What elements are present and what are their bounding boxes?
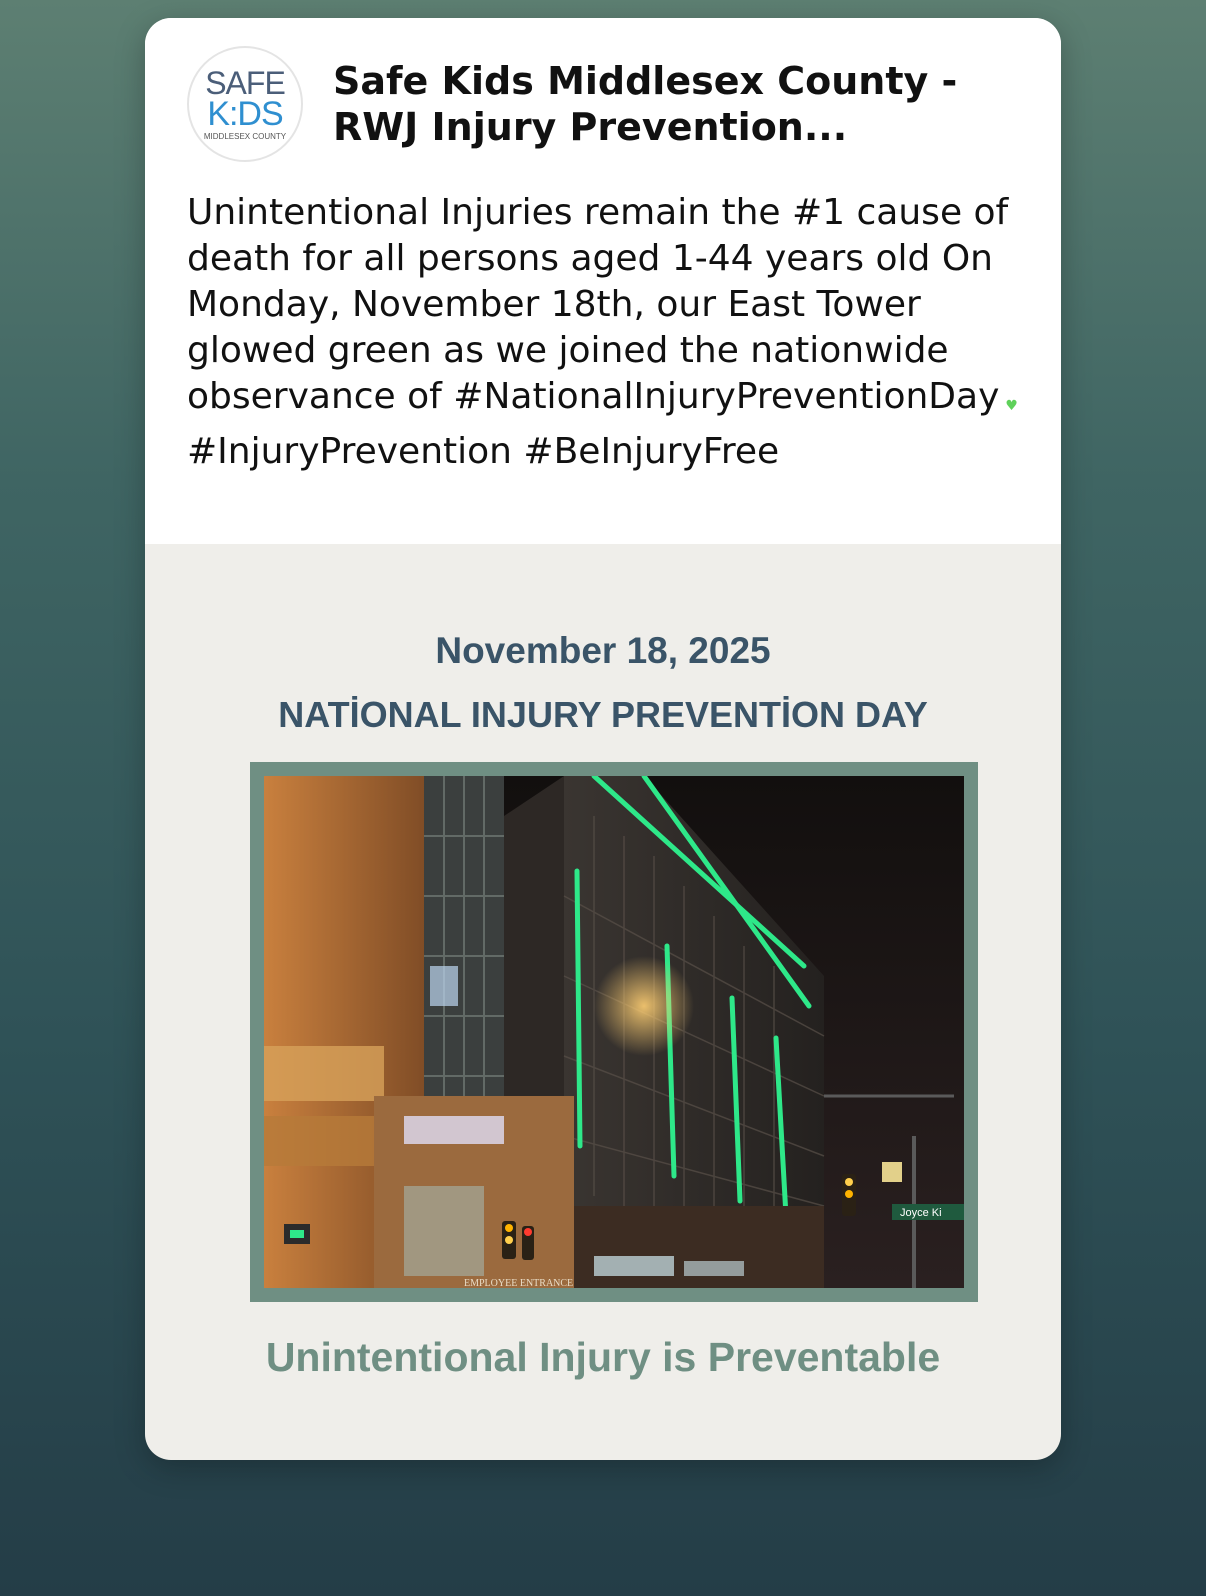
- green-heart-icon: ♥: [1005, 398, 1018, 414]
- lobby-window: [594, 1256, 674, 1276]
- flyer-image[interactable]: [145, 544, 1061, 1460]
- street-light-glow: [594, 956, 694, 1056]
- flyer-heading: NATİONAL INJURY PREVENTİON DAY: [278, 694, 928, 735]
- safe-kids-avatar[interactable]: [187, 46, 303, 162]
- traffic-light-amber: [505, 1224, 513, 1232]
- lit-window: [430, 966, 458, 1006]
- post-text-hashtags: #InjuryPrevention #BeInjuryFree: [187, 431, 780, 472]
- entrance-doors: [404, 1186, 484, 1276]
- garage-level: [264, 1116, 384, 1166]
- avatar-logo-line2: K:DS: [207, 94, 283, 133]
- wall-sign-light: [290, 1230, 304, 1238]
- hospital-sign: [404, 1116, 504, 1144]
- avatar-logo-line1: SAFE: [205, 64, 285, 101]
- photo-frame: [250, 762, 978, 1302]
- traffic-light-amber: [845, 1178, 853, 1186]
- post-header-section: [145, 18, 1061, 544]
- entrance-sign: EMPLOYEE ENTRANCE: [464, 1278, 574, 1288]
- flyer-tagline: Unintentional Injury is Preventable: [265, 1334, 941, 1380]
- traffic-sign: [882, 1162, 902, 1182]
- flyer-date: November 18, 2025: [435, 630, 771, 671]
- lobby-window: [684, 1261, 744, 1276]
- post-card: [145, 18, 1061, 1460]
- post-text: [187, 190, 1037, 475]
- post-text-body: Unintentional Injuries remain the #1 cause of death for all persons aged 1-44 years old On Monday, November 18th, our East Tower glowed green as we joined the nationwide observance of #NationalInjuryPreventionDay: [187, 192, 1009, 417]
- traffic-light-amber: [505, 1236, 513, 1244]
- street-sign-text: Joyce Ki: [900, 1207, 942, 1219]
- traffic-light-amber: [845, 1190, 853, 1198]
- avatar-logo-line3: MIDDLESEX COUNTY: [203, 131, 287, 141]
- garage-level: [264, 1046, 384, 1101]
- poster-name[interactable]: Safe Kids Middlesex County - RWJ Injury Prevention...: [333, 59, 958, 149]
- traffic-light-red: [524, 1228, 532, 1236]
- east-tower-photo: [264, 776, 964, 1288]
